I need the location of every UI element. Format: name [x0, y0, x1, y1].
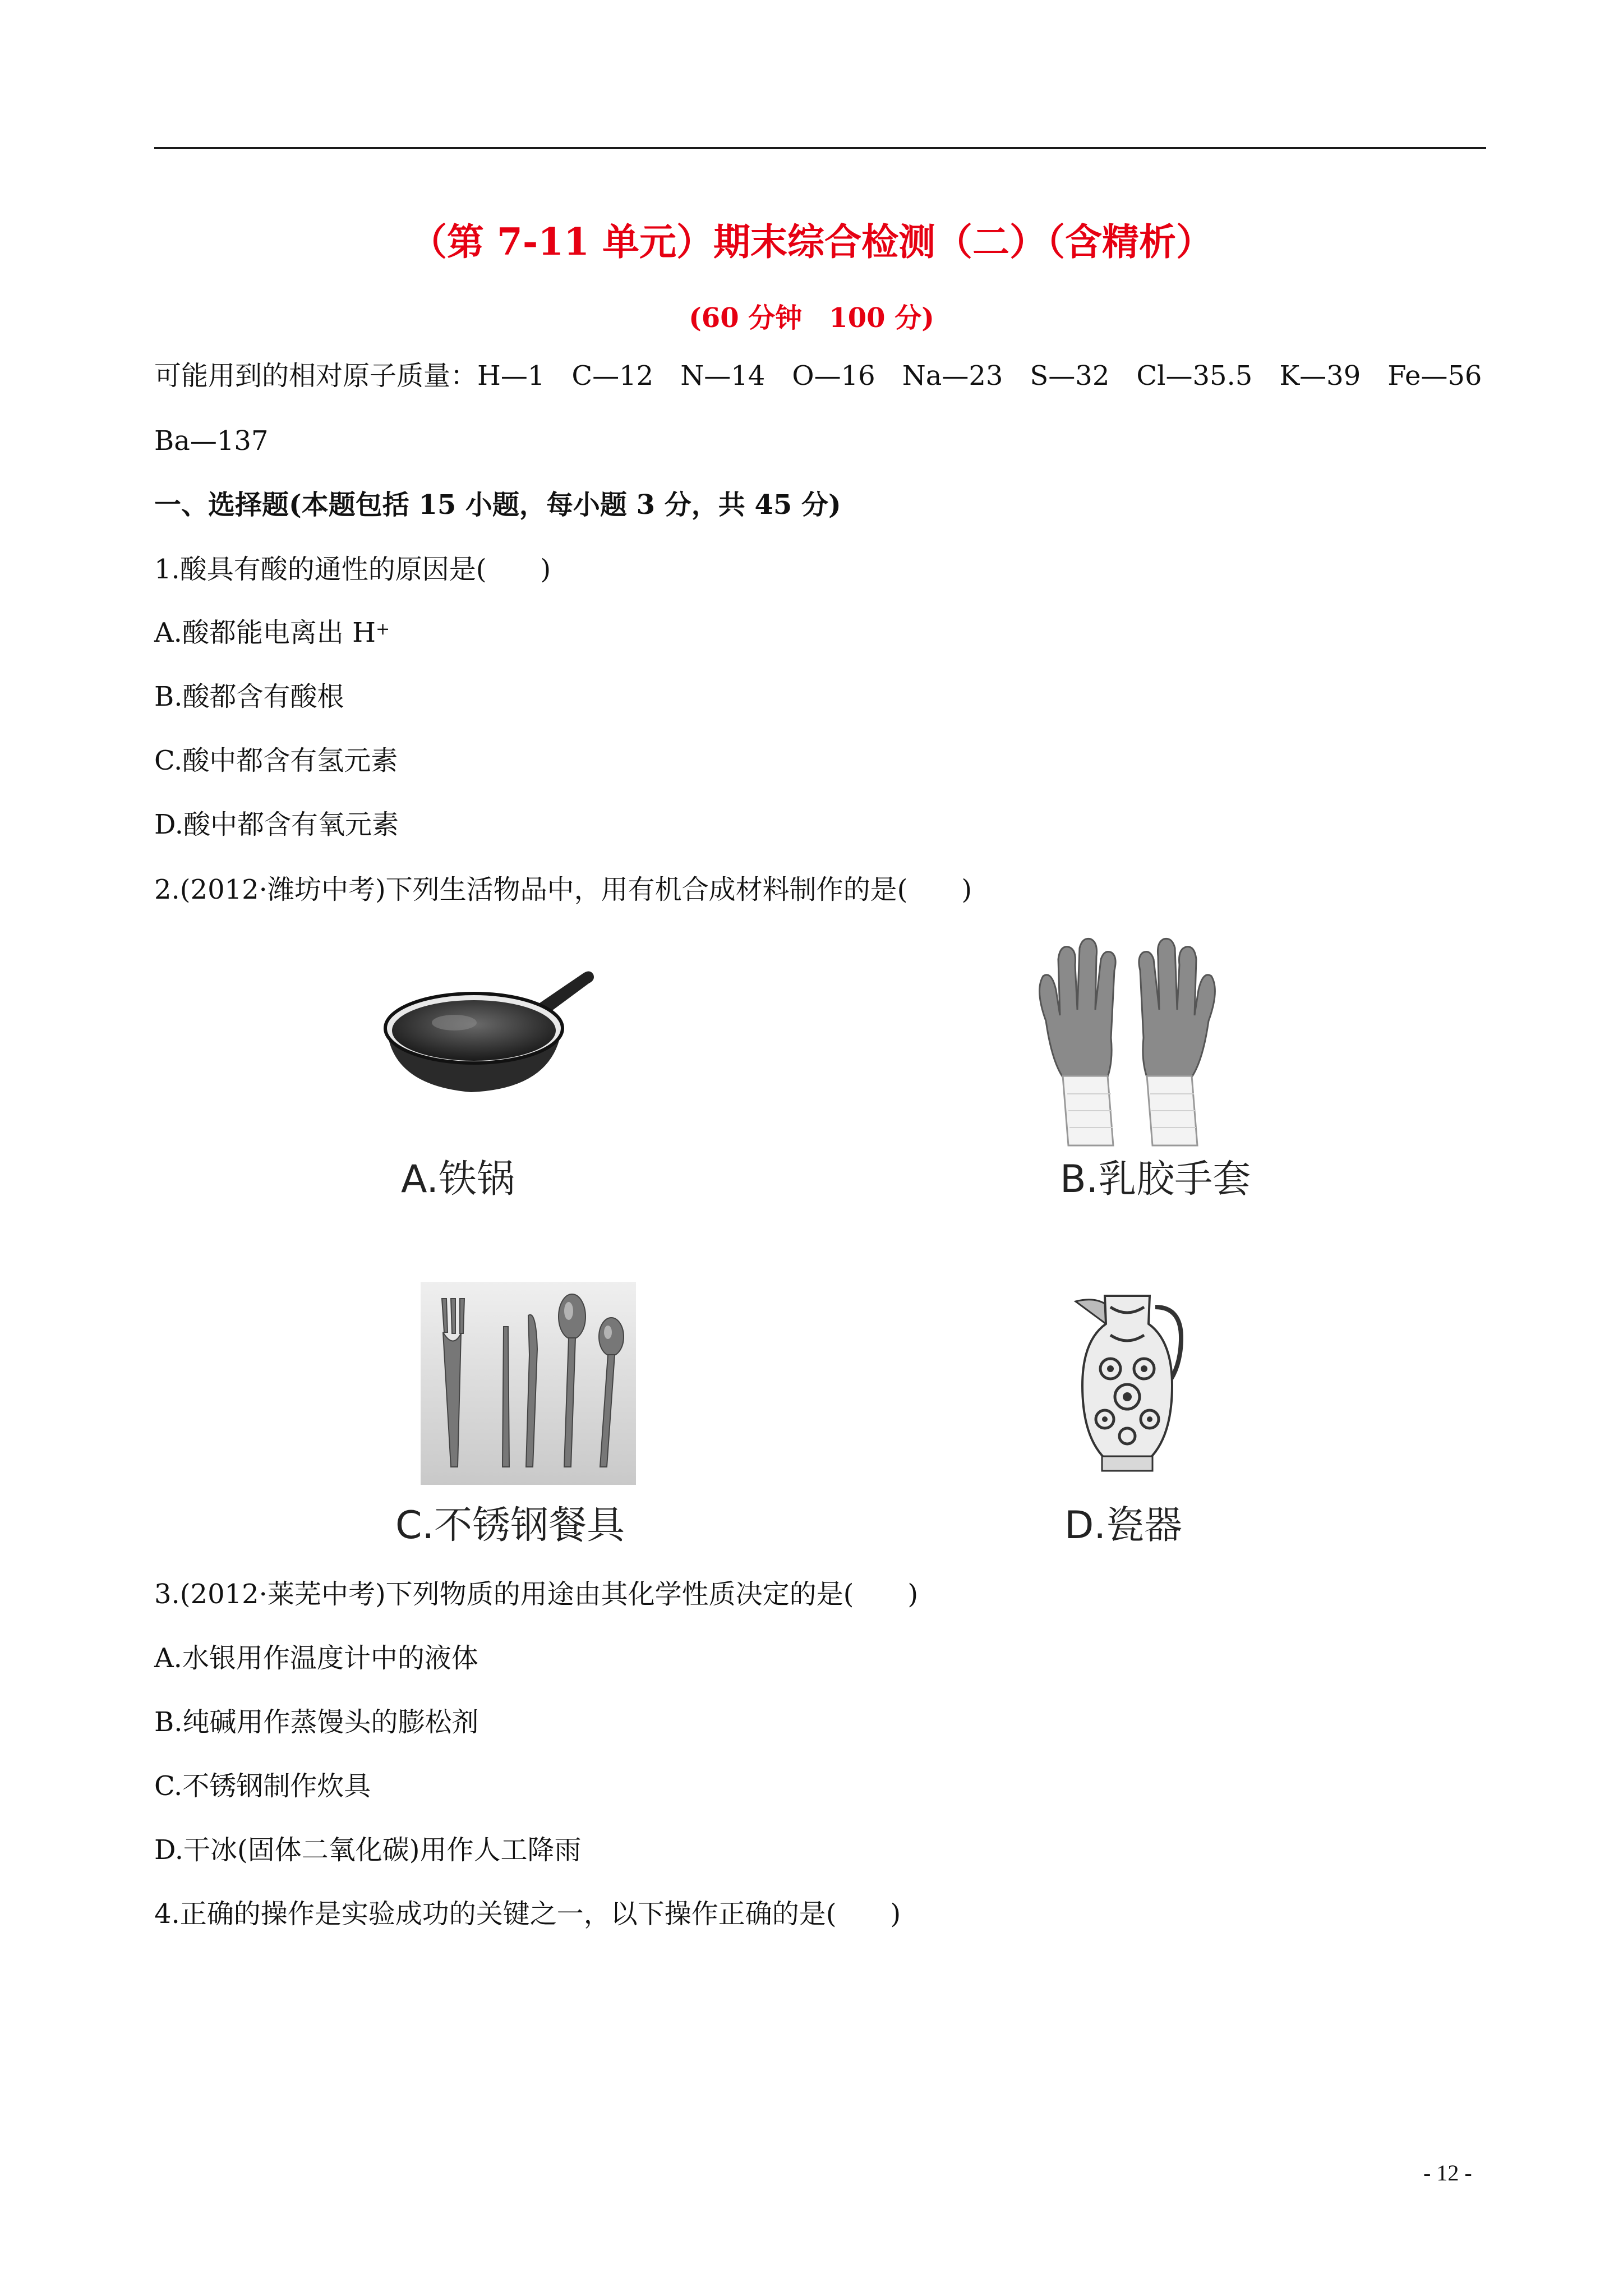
- q2-stem: 2.(2012·潍坊中考)下列生活物品中，用有机合成材料制作的是( ): [154, 874, 972, 905]
- q4-stem: 4.正确的操作是实验成功的关键之一，以下操作正确的是( ): [154, 1898, 901, 1930]
- porcelain-ewer-icon: [1071, 1290, 1183, 1475]
- q2-option-c-label: C.不锈钢餐具: [395, 1503, 625, 1548]
- page-number: - 12 -: [1423, 2160, 1472, 2185]
- q1-option-a-sup: +: [376, 619, 390, 639]
- q1-option-a: [154, 616, 390, 650]
- q1-option-d: D.酸中都含有氧元素: [154, 809, 399, 840]
- section-heading: 一、选择题(本题包括 15 小题，每小题 3 分，共 45 分): [154, 489, 841, 521]
- latex-gloves-icon: [1029, 937, 1225, 1150]
- atomic-mass-line-2: Ba—137: [154, 425, 269, 457]
- q3-option-b: B.纯碱用作蒸馒头的膨松剂: [154, 1706, 479, 1738]
- q2-option-a-label: A.铁锅: [401, 1157, 515, 1202]
- q1-stem: 1.酸具有酸的通性的原因是( ): [154, 554, 551, 585]
- atomic-mass-line-1: 可能用到的相对原子质量：H—1 C—12 N—14 O—16 Na—23 S—32 Cl—35.5 K—39 Fe—56: [154, 360, 1482, 392]
- q2-option-b-label: B.乳胶手套: [1060, 1157, 1251, 1202]
- q2-option-d-label: D.瓷器: [1064, 1503, 1182, 1548]
- q3-option-a: A.水银用作温度计中的液体: [154, 1642, 478, 1674]
- q1-option-c: C.酸中都含有氢元素: [154, 745, 398, 776]
- cutlery-icon: [421, 1282, 636, 1485]
- wok-icon: [381, 962, 600, 1102]
- document-subtitle: (60 分钟 100 分): [689, 302, 934, 334]
- header-rule: [154, 147, 1486, 149]
- q1-option-a-text: A.酸都能电离出 H: [154, 617, 376, 648]
- document-title: （第 7-11 单元）期末综合检测（二）（含精析）: [409, 220, 1214, 264]
- q3-option-c: C.不锈钢制作炊具: [154, 1770, 371, 1802]
- q1-option-b: B.酸都含有酸根: [154, 681, 344, 712]
- q3-stem: 3.(2012·莱芜中考)下列物质的用途由其化学性质决定的是( ): [154, 1579, 919, 1610]
- q3-option-d: D.干冰(固体二氧化碳)用作人工降雨: [154, 1834, 582, 1866]
